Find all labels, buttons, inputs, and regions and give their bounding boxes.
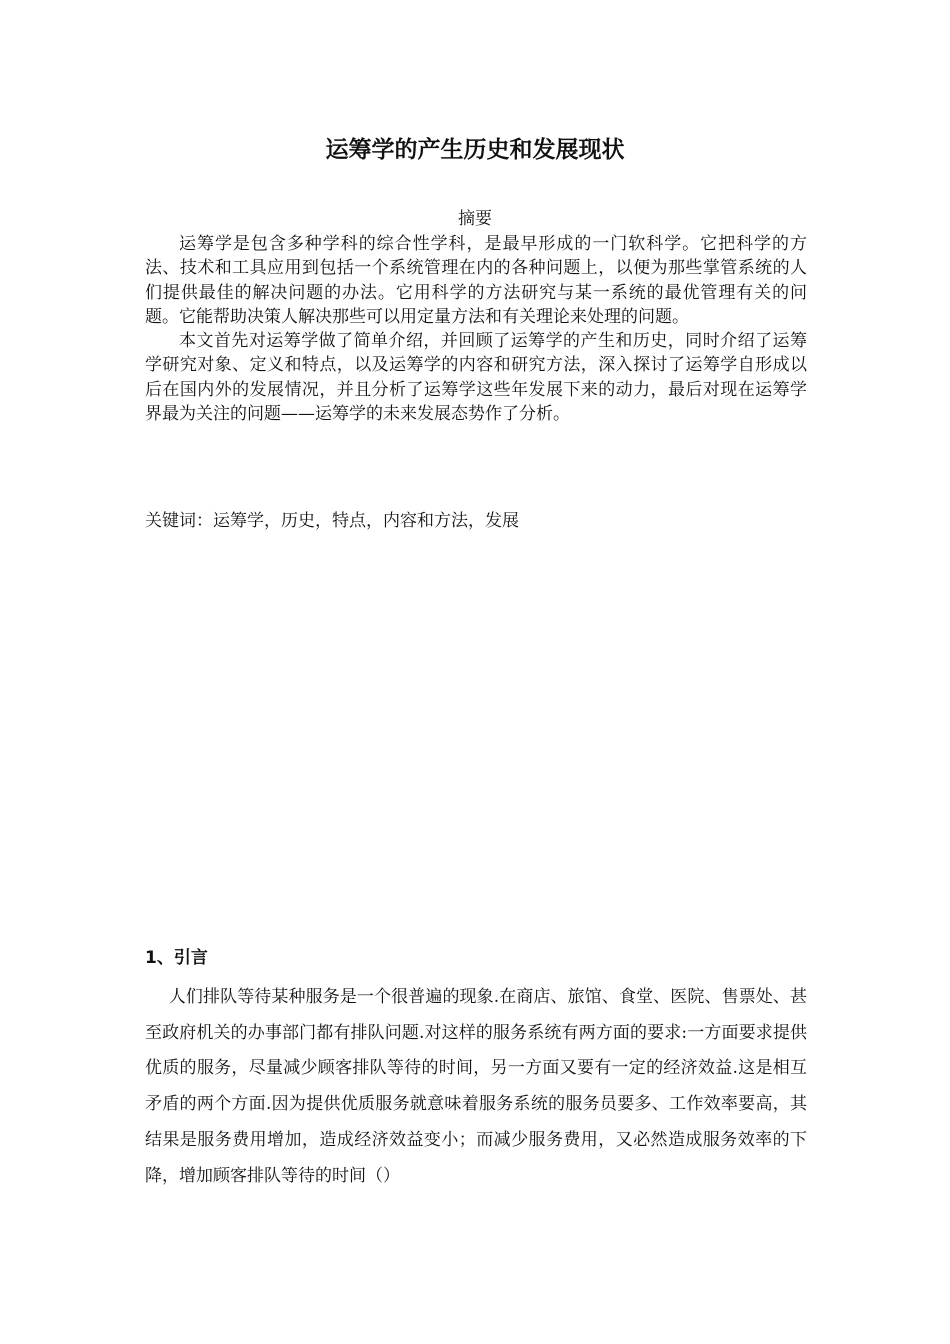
- keywords-line: 关键词：运筹学，历史，特点，内容和方法，发展: [145, 511, 519, 531]
- introduction-body: [145, 980, 807, 1194]
- abstract-body: [145, 232, 807, 426]
- document-title: 运筹学的产生历史和发展现状: [325, 137, 625, 163]
- introduction-paragraph: 人们排队等待某种服务是一个很普遍的现象.在商店、旅馆、食堂、医院、售票处、甚至政府机关的办事部门都有排队问题.对这样的服务系统有两方面的要求:一方面要求提供优质的服务，尽量减少顾客排队等待的时间，另一方面又要有一定的经济效益.这是相互矛盾的两个方面.因为提供优质服务就意味着服务系统的服务员要多、工作效率要高，其结果是服务费用增加，造成经济效益变小；而减少服务费用，又必然造成服务效率的下降，增加顾客排队等待的时间（）: [145, 987, 807, 1186]
- abstract-paragraph: 运筹学是包含多种学科的综合性学科，是最早形成的一门软科学。它把科学的方法、技术和工具应用到包括一个系统管理在内的各种问题上，以便为那些掌管系统的人们提供最佳的解决问题的办法。它用科学的方法研究与某一系统的最优管理有关的问题。它能帮助决策人解决那些可以用定量方法和有关理论来处理的问题。: [145, 234, 807, 327]
- abstract-heading: 摘要: [458, 209, 492, 229]
- abstract-paragraph: 本文首先对运筹学做了简单介绍，并回顾了运筹学的产生和历史，同时介绍了运筹学研究对象、定义和特点，以及运筹学的内容和研究方法，深入探讨了运筹学自形成以后在国内外的发展情况，并且分析了运筹学这些年发展下来的动力，最后对现在运筹学界最为关注的问题——运筹学的未来发展态势作了分析。: [145, 331, 807, 425]
- section-heading-introduction: 1、引言: [145, 948, 208, 968]
